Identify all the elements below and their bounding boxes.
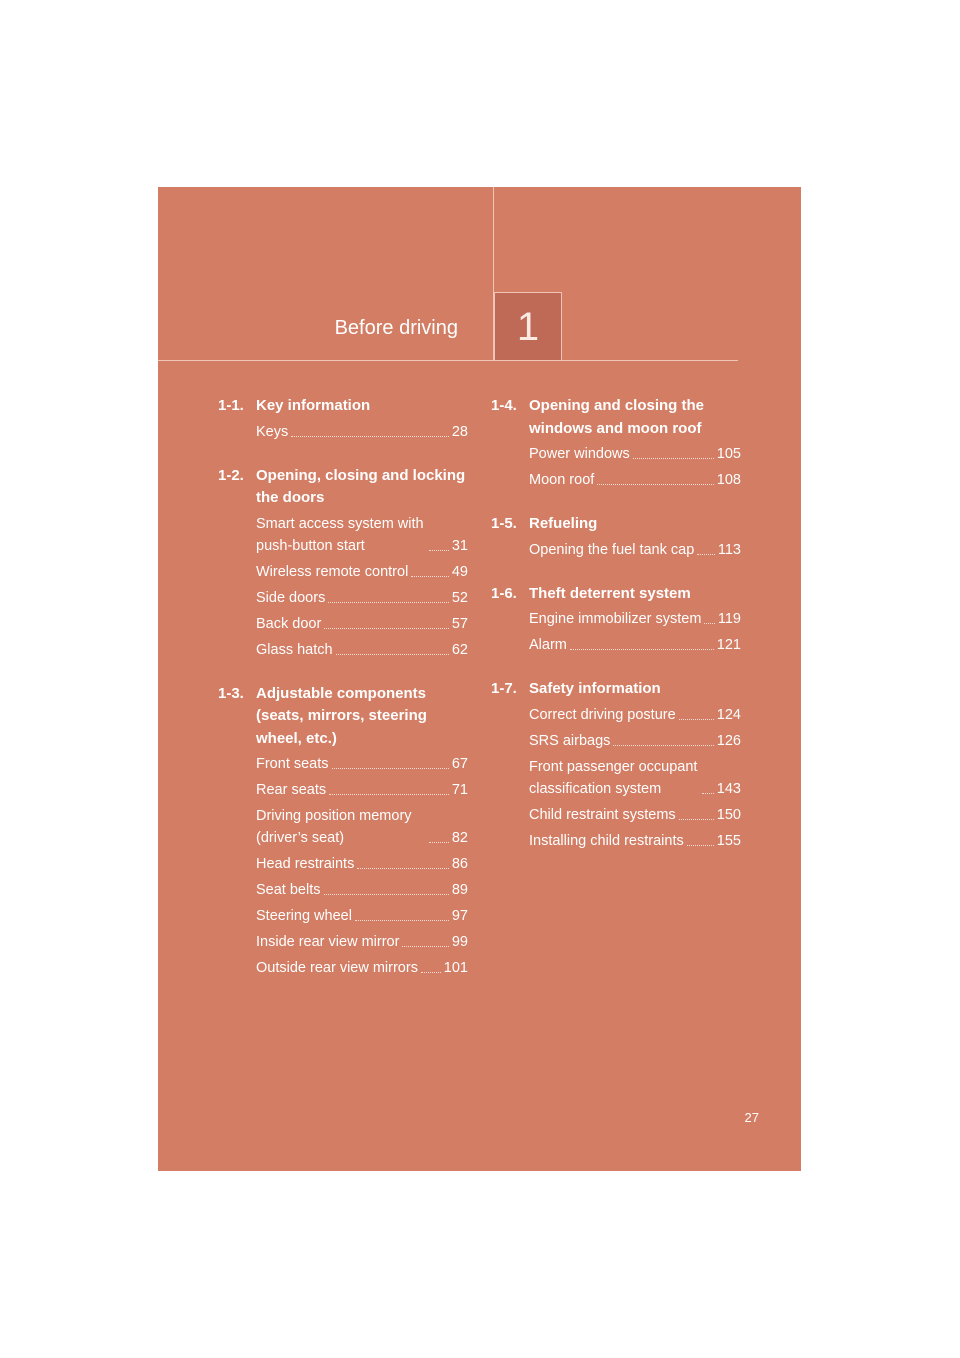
dot-leader	[633, 458, 714, 459]
toc-entry-title[interactable]: Installing child restraints	[529, 832, 684, 849]
dot-leader	[332, 768, 449, 769]
toc-entry-page[interactable]: 28	[451, 423, 468, 440]
toc-entry-page[interactable]: 126	[716, 732, 741, 749]
toc-entry[interactable]	[491, 804, 741, 826]
toc-entry-title[interactable]: Alarm	[529, 637, 567, 653]
section-number: 1-7.	[491, 680, 517, 697]
toc-entry-page[interactable]: 124	[716, 706, 741, 723]
toc-entry[interactable]	[218, 613, 468, 635]
toc-right-column	[491, 395, 741, 874]
dot-leader	[291, 436, 449, 437]
divider-horizontal	[158, 360, 738, 361]
toc-entry-title[interactable]: Moon roof	[529, 472, 595, 488]
dot-leader	[336, 654, 449, 655]
toc-section	[218, 465, 468, 661]
toc-entry[interactable]	[491, 608, 741, 630]
toc-entry-title[interactable]: Wireless remote control	[256, 563, 409, 580]
toc-entry-page[interactable]: 71	[451, 782, 468, 798]
toc-entry-title[interactable]: Side doors	[256, 589, 326, 606]
toc-entry[interactable]	[218, 513, 468, 557]
toc-section	[491, 583, 741, 657]
section-heading	[491, 678, 741, 701]
toc-section	[218, 395, 468, 443]
toc-entry[interactable]	[491, 634, 741, 656]
toc-entry[interactable]	[218, 931, 468, 953]
toc-entry[interactable]	[218, 421, 468, 443]
toc-entry[interactable]	[218, 561, 468, 583]
toc-entry-page[interactable]: 31	[451, 537, 468, 554]
toc-entry-page[interactable]: 97	[451, 908, 468, 924]
section-title: Refueling	[529, 515, 598, 532]
toc-section	[491, 395, 741, 491]
toc-entry-title[interactable]: Inside rear view mirror	[256, 934, 400, 950]
toc-entry[interactable]	[491, 539, 741, 561]
dot-leader	[704, 623, 714, 624]
toc-entry-title[interactable]: Head restraints	[256, 856, 355, 872]
toc-entry-title[interactable]: Outside rear view mirrors	[256, 960, 418, 976]
dot-leader	[679, 819, 714, 820]
dot-leader	[697, 554, 715, 555]
toc-entry-title[interactable]: Correct driving posture	[529, 706, 676, 723]
toc-entry[interactable]	[218, 879, 468, 901]
toc-entry[interactable]	[218, 779, 468, 801]
toc-entry[interactable]	[218, 805, 468, 849]
dot-leader	[429, 842, 449, 843]
toc-entry[interactable]	[491, 469, 741, 491]
chapter-number-tab: 1	[494, 292, 562, 360]
toc-entry-title[interactable]: Front seats	[256, 756, 329, 772]
toc-entry-page[interactable]: 121	[716, 637, 741, 653]
toc-entry[interactable]	[491, 730, 741, 752]
toc-entry[interactable]	[218, 587, 468, 609]
section-title: Opening and closing the windows and moon roof	[529, 397, 705, 437]
toc-entry[interactable]	[218, 853, 468, 875]
page-number: 27	[744, 1110, 759, 1125]
section-number: 1-2.	[218, 466, 244, 484]
section-heading	[218, 465, 468, 510]
toc-entry-page[interactable]: 119	[717, 611, 741, 627]
dot-leader	[613, 745, 713, 746]
toc-entry-title[interactable]: Rear seats	[256, 782, 327, 798]
toc-entry-page[interactable]: 99	[451, 934, 468, 950]
toc-entry-title[interactable]: Seat belts	[256, 882, 321, 898]
toc-entry-page[interactable]: 86	[451, 856, 468, 872]
toc-left-column	[218, 395, 468, 1001]
dot-leader	[411, 576, 449, 577]
dot-leader	[421, 972, 441, 973]
toc-entry-title[interactable]: Engine immobilizer system	[529, 611, 702, 627]
toc-section	[491, 678, 741, 852]
toc-entry[interactable]	[218, 957, 468, 979]
toc-entry-title[interactable]: SRS airbags	[529, 732, 611, 749]
section-title: Key information	[256, 397, 371, 414]
toc-entry[interactable]	[218, 639, 468, 661]
section-number: 1-5.	[491, 515, 517, 532]
dot-leader	[329, 794, 449, 795]
section-heading	[218, 395, 468, 418]
toc-entry-page[interactable]: 82	[451, 830, 468, 846]
section-number: 1-4.	[491, 397, 517, 414]
toc-entry[interactable]	[491, 756, 741, 800]
dot-leader	[570, 649, 714, 650]
dot-leader	[355, 920, 449, 921]
toc-entry-page[interactable]: 67	[451, 756, 468, 772]
section-heading	[491, 583, 741, 606]
dot-leader	[357, 868, 449, 869]
toc-entry-title[interactable]: Back door	[256, 615, 322, 632]
toc-entry-title[interactable]: Smart access system with push-button start	[256, 515, 424, 554]
toc-entry-page[interactable]: 101	[443, 960, 468, 976]
section-heading	[491, 513, 741, 536]
section-heading	[218, 683, 468, 751]
dot-leader	[687, 845, 714, 846]
toc-entry-page[interactable]: 52	[451, 589, 468, 606]
toc-entry-page[interactable]: 57	[451, 615, 468, 632]
section-title: Theft deterrent system	[529, 584, 691, 602]
dot-leader	[429, 550, 449, 551]
toc-entry-page[interactable]: 89	[451, 882, 468, 898]
toc-entry-page[interactable]: 155	[716, 832, 741, 849]
toc-entry-page[interactable]: 105	[716, 446, 741, 462]
toc-entry-page[interactable]: 143	[716, 780, 741, 797]
dot-leader	[328, 602, 449, 603]
toc-section	[491, 513, 741, 561]
toc-entry-title[interactable]: Power windows	[529, 446, 630, 462]
section-number: 1-3.	[218, 684, 244, 702]
section-number: 1-1.	[218, 397, 244, 414]
section-title: Opening, closing and locking the doors	[256, 466, 466, 506]
toc-entry-title[interactable]: Steering wheel	[256, 908, 352, 924]
toc-entry[interactable]	[218, 905, 468, 927]
toc-entry-page[interactable]: 150	[716, 806, 741, 823]
section-number: 1-6.	[491, 584, 517, 602]
section-heading	[491, 395, 741, 440]
section-title: Safety information	[529, 680, 661, 697]
dot-leader	[324, 894, 449, 895]
toc-entry-page[interactable]: 108	[716, 472, 741, 488]
chapter-page	[158, 187, 801, 1171]
chapter-title: Before driving	[334, 317, 458, 339]
toc-entry-title[interactable]: Driving position memory (driver’s seat)	[256, 808, 412, 846]
toc-entry[interactable]	[491, 443, 741, 465]
toc-entry-page[interactable]: 113	[717, 541, 741, 558]
dot-leader	[324, 628, 449, 629]
toc-entry-title[interactable]: Front passenger occupant classification system	[529, 758, 698, 797]
toc-entry-title[interactable]: Opening the fuel tank cap	[529, 541, 695, 558]
toc-entry-title[interactable]: Keys	[256, 423, 289, 440]
toc-section	[218, 683, 468, 980]
toc-entry-title[interactable]: Child restraint systems	[529, 806, 676, 823]
toc-entry-title[interactable]: Glass hatch	[256, 641, 333, 658]
dot-leader	[679, 719, 714, 720]
toc-entry[interactable]	[491, 704, 741, 726]
toc-entry-page[interactable]: 62	[451, 641, 468, 658]
dot-leader	[702, 793, 714, 794]
toc-entry-page[interactable]: 49	[451, 563, 468, 580]
toc-entry[interactable]	[491, 830, 741, 852]
dot-leader	[597, 484, 714, 485]
toc-entry[interactable]	[218, 753, 468, 775]
dot-leader	[402, 946, 448, 947]
section-title: Adjustable components (seats, mirrors, steering wheel, etc.)	[256, 684, 427, 747]
